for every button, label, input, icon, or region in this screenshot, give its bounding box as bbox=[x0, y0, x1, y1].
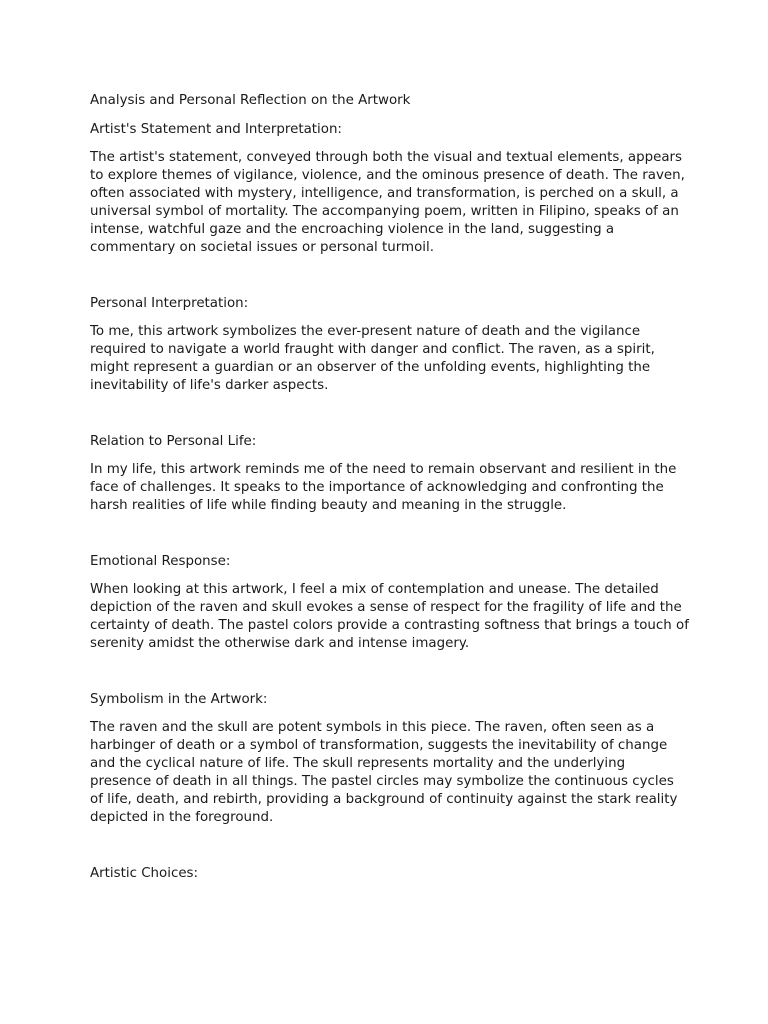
section-heading-artistic-choices: Artistic Choices: bbox=[90, 866, 199, 881]
document-page bbox=[90, 92, 690, 893]
section-heading-relation-to-personal-life: Relation to Personal Life: bbox=[90, 434, 257, 449]
document-title: Analysis and Personal Reflection on the Artwork bbox=[90, 93, 411, 108]
section-body-artists-statement: The artist's statement, conveyed through both the visual and textual elements, appears to explore themes of vigilance, violence, and the ominous presence of death. The raven, often associated with mystery, intelligence, and transformation, is perched on a skull, a universal symbol of mortality. The accompanying poem, written in Filipino, speaks of an intense, watchful gaze and the encroaching violence in the land, suggesting a commentary on societal issues or personal turmoil. bbox=[90, 150, 685, 255]
section-heading-artists-statement: Artist's Statement and Interpretation: bbox=[90, 122, 342, 137]
section-body-relation-to-personal-life: In my life, this artwork reminds me of the need to remain observant and resilient in the face of challenges. It speaks to the importance of acknowledging and confronting the harsh realities of life while finding beauty and meaning in the struggle. bbox=[90, 462, 677, 513]
section-heading-personal-interpretation: Personal Interpretation: bbox=[90, 296, 249, 311]
section-heading-emotional-response: Emotional Response: bbox=[90, 554, 231, 569]
section-heading-symbolism: Symbolism in the Artwork: bbox=[90, 692, 268, 707]
section-body-emotional-response: When looking at this artwork, I feel a mix of contemplation and unease. The detailed depiction of the raven and skull evokes a sense of respect for the fragility of life and the certainty of death. The pastel colors provide a contrasting softness that brings a touch of serenity amidst the otherwise dark and intense imagery. bbox=[90, 582, 689, 651]
section-body-symbolism: The raven and the skull are potent symbols in this piece. The raven, often seen as a harbinger of death or a symbol of transformation, suggests the inevitability of change and the cyclical nature of life. The skull represents mortality and the underlying presence of death in all things. The pastel circles may symbolize the continuous cycles of life, death, and rebirth, providing a background of continuity against the stark reality depicted in the foreground. bbox=[90, 720, 678, 825]
section-body-personal-interpretation: To me, this artwork symbolizes the ever-present nature of death and the vigilance required to navigate a world fraught with danger and conflict. The raven, as a spirit, might represent a guardian or an observer of the unfolding events, highlighting the inevitability of life's darker aspects. bbox=[90, 324, 655, 393]
